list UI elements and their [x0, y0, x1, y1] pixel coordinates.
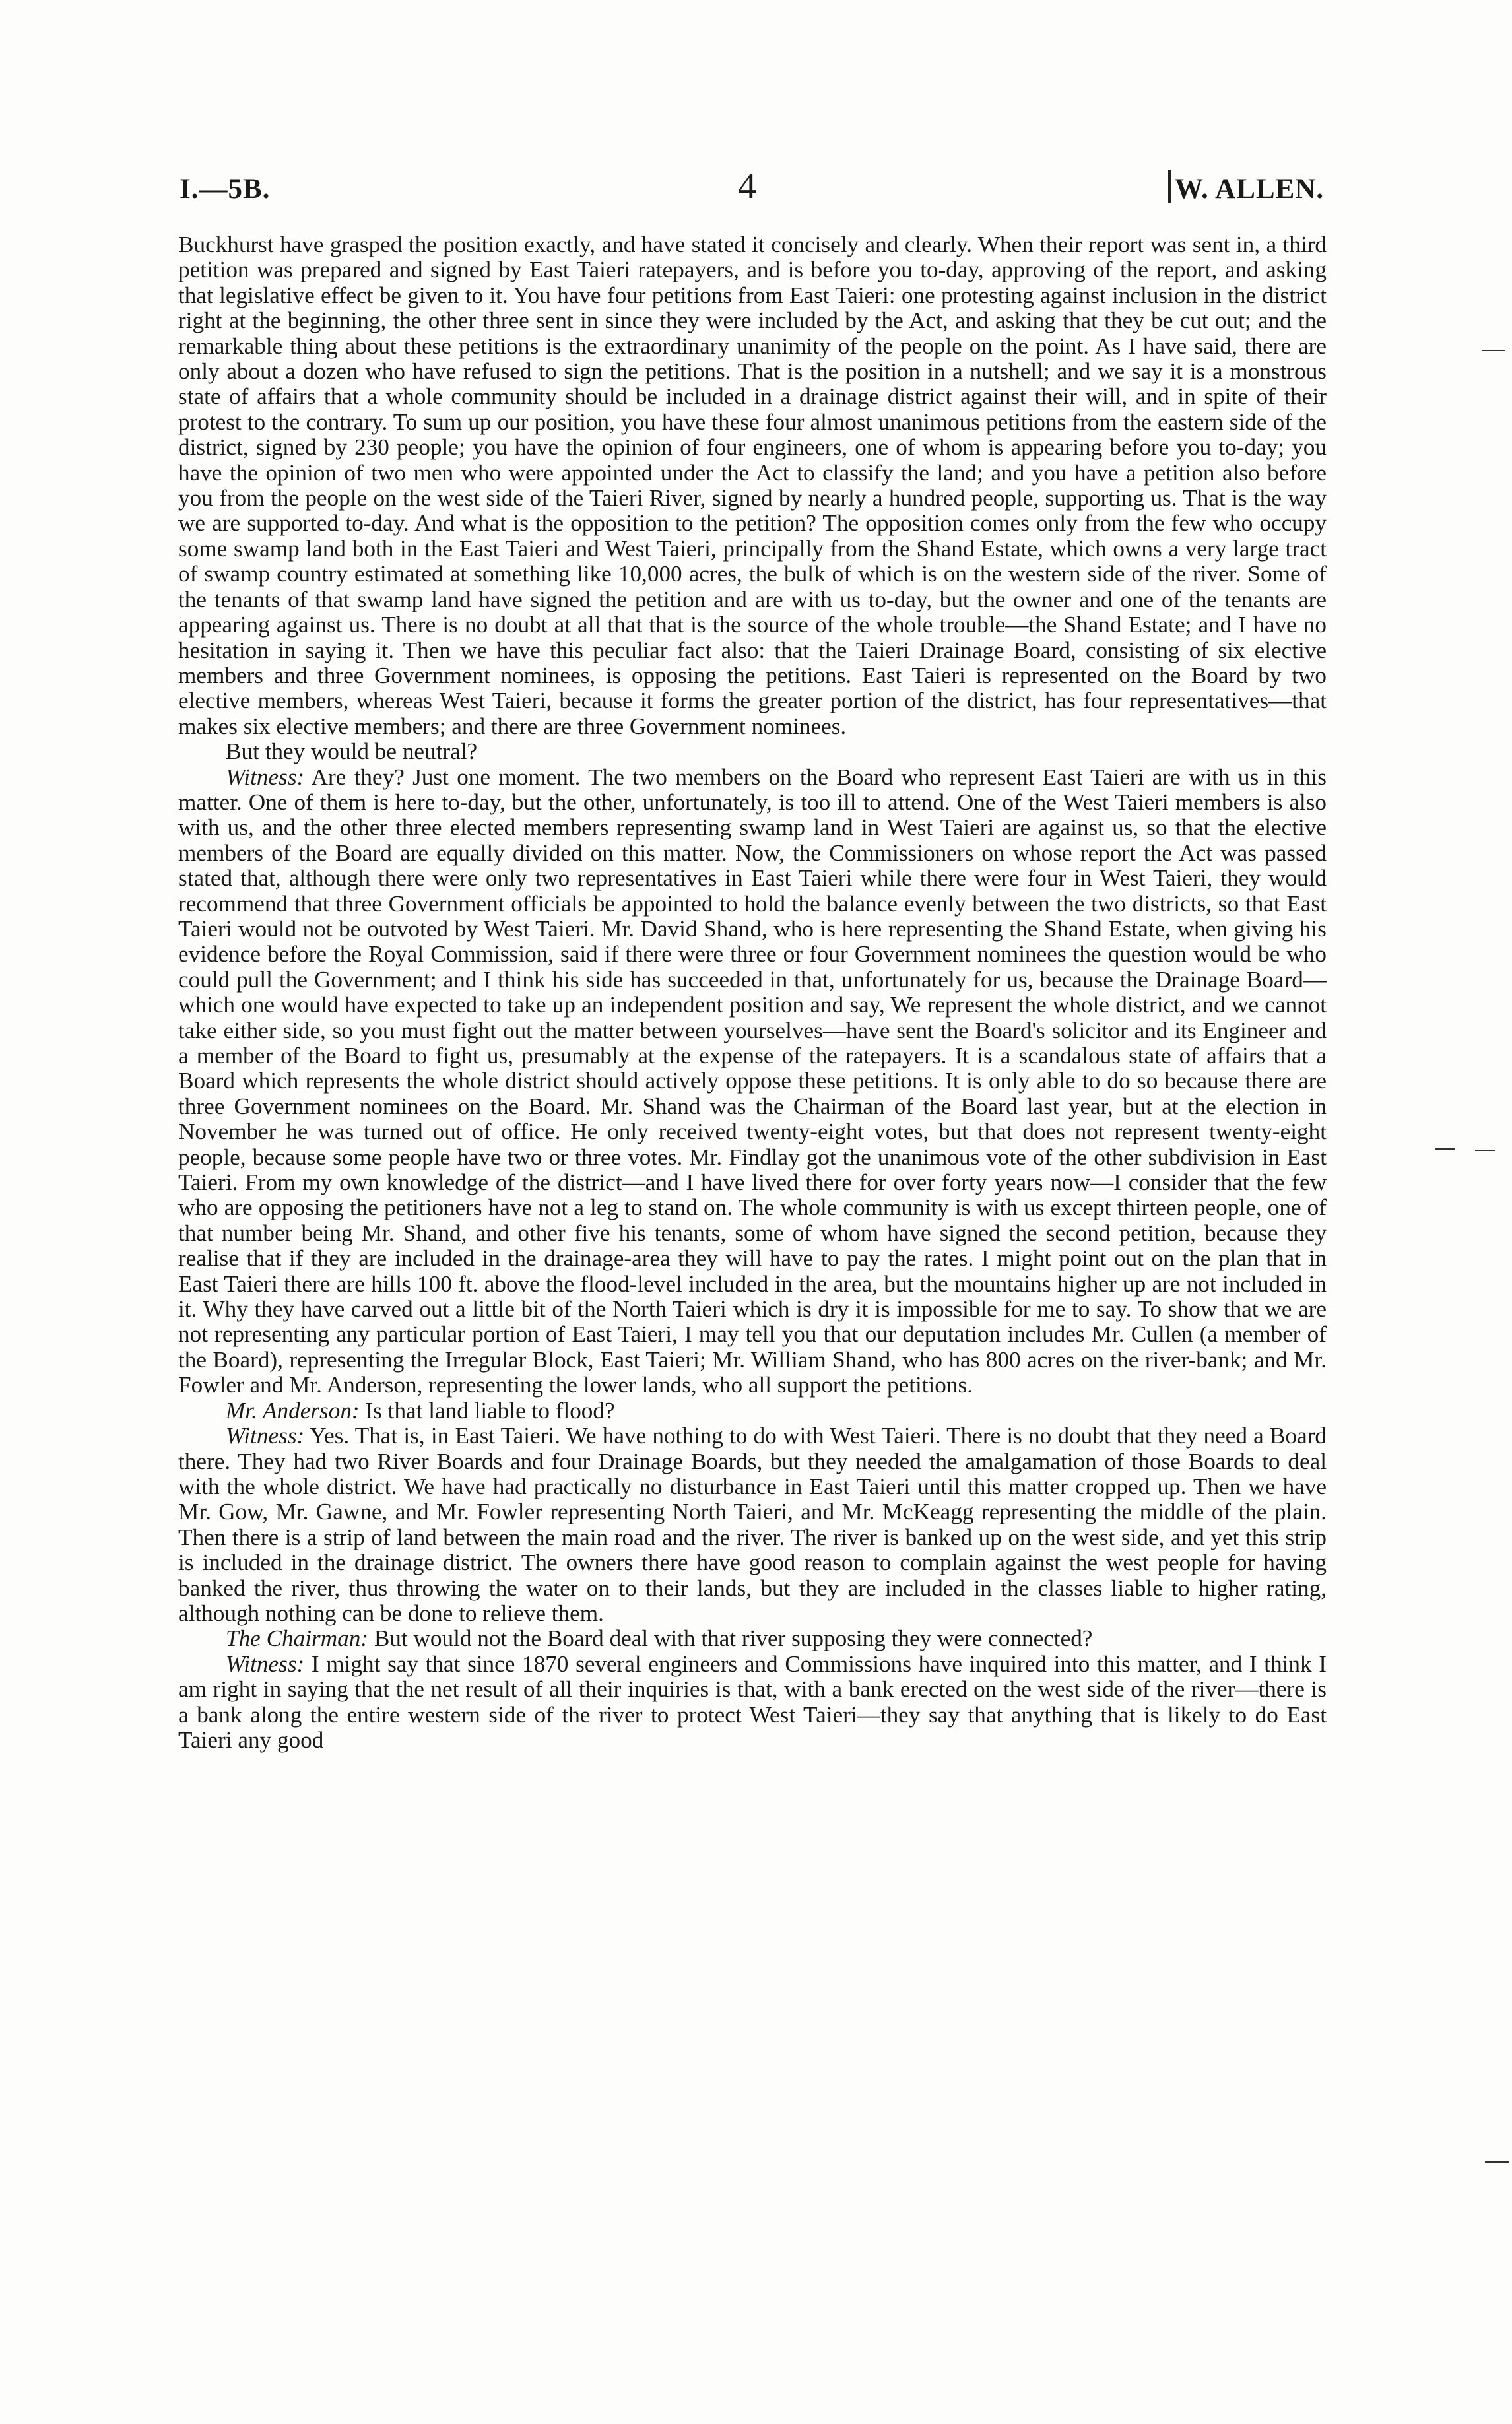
- margin-mark: [1435, 1148, 1455, 1150]
- margin-mark: [1485, 2161, 1509, 2163]
- paragraph-text: Is that land liable to flood?: [365, 1397, 615, 1424]
- paragraph: [178, 739, 1327, 764]
- paragraph-text: I might say that since 1870 several engineers and Commissions have inquired into this matter, and I think I am right in saying that the net result of all their inquiries is that, with a bank erected on the west side of the river—there is a bank along the entire western side of the river to protect West Taieri—they say that anything that is likely to do East Taieri any good: [178, 1651, 1327, 1753]
- paragraph: [178, 1652, 1327, 1753]
- paragraph-text: But they would be neutral?: [226, 738, 478, 765]
- speaker-label: Mr. Anderson:: [226, 1397, 360, 1424]
- paragraph: [178, 765, 1327, 1398]
- speaker-label: Witness:: [226, 1651, 305, 1677]
- margin-mark: [1475, 1150, 1495, 1151]
- page-number: 4: [738, 166, 757, 207]
- body-text: [178, 232, 1327, 1753]
- paragraph-text: Are they? Just one moment. The two members on the Board who represent East Taieri are with us in this matter. One of them is here to-day, but the other, unfortunately, is too ill to attend. One of the West Taieri members is also with us, and the other three elected members representing swamp land in West Taieri are against us, so that the elective members of the Board are equally divided on this matter. Now, the Commissioners on whose report the Act was passed stated that, although there were only two representatives in East Taieri while there were four in West Taieri, they would recommend that three Government officials be appointed to hold the balance evenly between the two districts, so that East Taieri would not be outvoted by West Taieri. Mr. David Shand, who is here representing the Shand Estate, when giving his evidence before the Royal Commission, said if there were three or four Government nominees the question would be who could pull the Government; and I think his side has succeeded in that, unfortunately for us, because the Drainage Board—which one would have expected to take up an independent position and say, We represent the whole district, and we cannot take either side, so you must fight out the matter between yourselves—have sent the Board's solicitor and its Engineer and a member of the Board to fight us, presumably at the expense of the ratepayers. It is a scandalous state of affairs that a Board which represents the whole district should actively oppose these petitions. It is only able to do so because there are three Government nominees on the Board. Mr. Shand was the Chairman of the Board last year, but at the election in November he was turned out of office. He only received twenty-eight votes, but that does not represent twenty-eight people, because some people have two or three votes. Mr. Findlay got the unanimous vote of the other subdivision in East Taieri. From my own knowledge of the district—and I have lived there for over forty years now—I consider that the few who are opposing the petitioners have not a leg to stand on. The whole community is with us except thirteen people, one of that number being Mr. Shand, and other five his tenants, some of whom have signed the second petition, because they realise that if they are included in the drainage-area they will have to pay the rates. I might point out on the plan that in East Taieri there are hills 100 ft. above the flood-level included in the area, but the mountains higher up are not included in it. Why they have carved out a little bit of the North Taieri which is dry it is impossible for me to say. To show that we are not representing any particular portion of East Taieri, I may tell you that our deputation includes Mr. Cullen (a member of the Board), representing the Irregular Block, East Taieri; Mr. William Shand, who has 800 acres on the river-bank; and Mr. Fowler and Mr. Anderson, representing the lower lands, who all support the petitions.: [178, 764, 1327, 1398]
- header-reference: I.—5B.: [180, 174, 271, 205]
- paragraph-text: Yes. That is, in East Taieri. We have nothing to do with West Taieri. There is no doubt that they need a Board there. They had two River Boards and four Drainage Boards, but they needed the amalgamation of those Boards to deal with the whole district. We have had practically no disturbance in East Taieri until this matter cropped up. Then we have Mr. Gow, Mr. Gawne, and Mr. Fowler representing North Taieri, and Mr. McKeagg representing the middle of the plain. Then there is a strip of land between the main road and the river. The river is banked up on the west side, and yet this strip is included in the drainage district. The owners there have good reason to complain against the west people for having banked the river, thus throwing the water on to their lands, but they are included in the classes liable to higher rating, although nothing can be done to relieve them.: [178, 1423, 1327, 1626]
- speaker-label: The Chairman:: [226, 1625, 369, 1652]
- paragraph: [178, 1398, 1327, 1424]
- margin-mark: [1482, 350, 1505, 351]
- paragraph: [178, 1626, 1327, 1651]
- paragraph: [178, 232, 1327, 739]
- paragraph-text: Buckhurst have grasped the position exactly, and have stated it concisely and clearly. When their report was sent in, a third petition was prepared and signed by East Taieri ratepayers, and is before you to-day, approving of the report, and asking that legislative effect be given to it. You have four petitions from East Taieri: one protesting against inclusion in the district right at the beginning, the other three sent in since they were included by the Act, and asking that they be cut out; and the remarkable thing about these petitions is the extraordinary unanimity of the people on the point. As I have said, there are only about a dozen who have refused to sign the petitions. That is the position in a nutshell; and we say it is a monstrous state of affairs that a whole community should be included in a drainage district against their will, and in spite of their protest to the contrary. To sum up our position, you have these four almost unanimous petitions from the eastern side of the district, signed by 230 people; you have the opinion of four engineers, one of whom is appearing before you to-day; you have the opinion of two men who were appointed under the Act to classify the land; and you have a petition also before you from the people on the west side of the Taieri River, signed by nearly a hundred people, supporting us. That is the way we are supported to-day. And what is the opposition to the petition? The opposition comes only from the few who occupy some swamp land both in the East Taieri and West Taieri, principally from the Shand Estate, which owns a very large tract of swamp country estimated at something like 10,000 acres, the bulk of which is on the western side of the river. Some of the tenants of that swamp land have signed the petition and are with us to-day, but the owner and one of the tenants are appearing against us. There is no doubt at all that that is the source of the whole trouble—the Shand Estate; and I have no hesitation in saying it. Then we have this peculiar fact also: that the Taieri Drainage Board, consisting of six elective members and three Government nominees, is opposing the petitions. East Taieri is represented on the Board by two elective members, whereas West Taieri, because it forms the greater portion of the district, has four representatives—that makes six elective members; and there are three Government nominees.: [178, 232, 1327, 739]
- paragraph-text: But would not the Board deal with that river supposing they were connected?: [374, 1625, 1093, 1652]
- speaker-label: Witness:: [226, 764, 305, 790]
- header-bracket: [1168, 170, 1173, 203]
- header-witness-name: W. ALLEN.: [1175, 174, 1325, 205]
- paragraph: [178, 1424, 1327, 1626]
- speaker-label: Witness:: [226, 1423, 305, 1449]
